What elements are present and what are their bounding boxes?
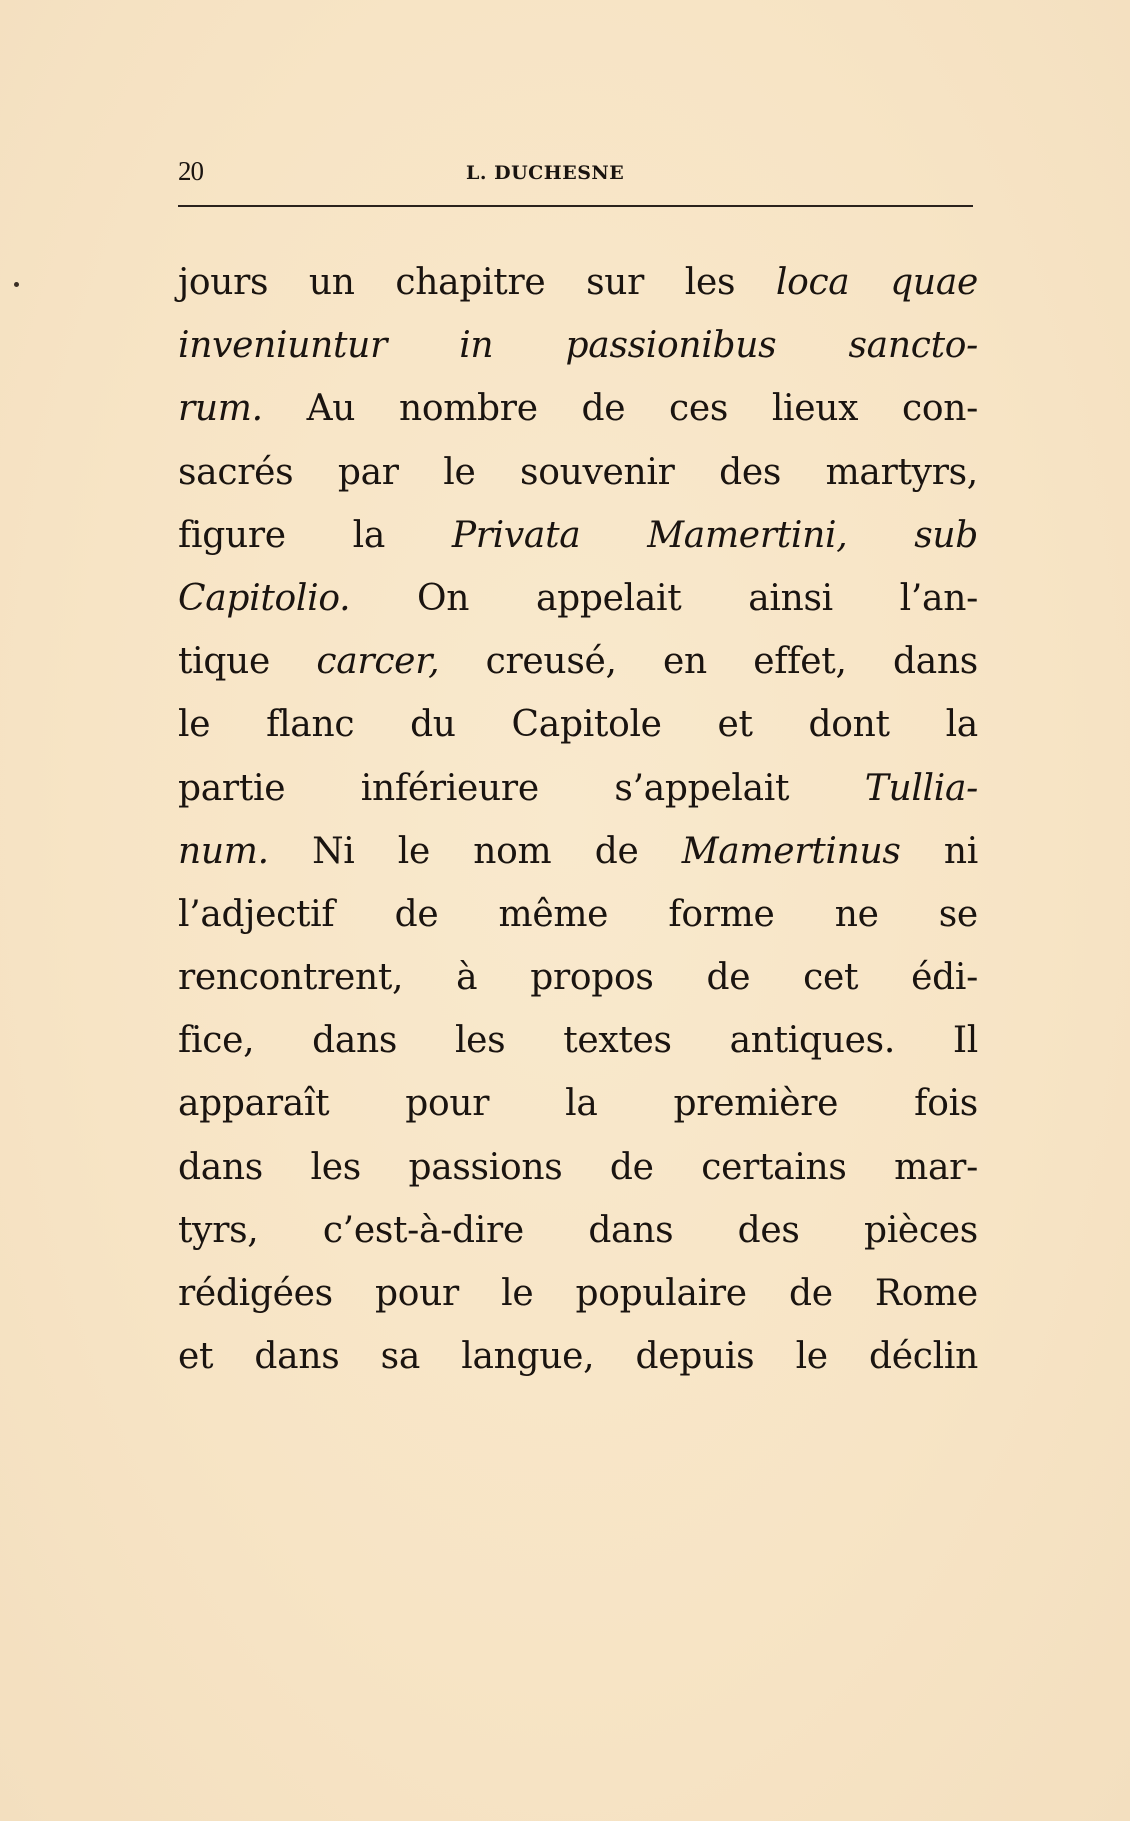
- word: de: [788, 1273, 833, 1314]
- word: se: [938, 893, 978, 935]
- italic-word: quae: [890, 262, 978, 303]
- word: un: [308, 262, 355, 303]
- word: le: [443, 451, 476, 493]
- word: On: [417, 577, 470, 619]
- word: martyrs,: [825, 451, 978, 493]
- word: cet: [803, 957, 859, 999]
- word: Capitole: [511, 704, 662, 746]
- word: rencontrent,: [178, 957, 404, 999]
- word: Au: [306, 388, 356, 430]
- word: rédigées: [178, 1273, 333, 1314]
- word: tique: [178, 641, 271, 683]
- word: déclin: [869, 1336, 978, 1378]
- word: dans: [312, 1020, 398, 1062]
- word: lieux: [771, 388, 859, 430]
- italic-word: sub: [914, 514, 978, 556]
- running-head: [178, 154, 973, 194]
- word: ainsi: [748, 577, 833, 619]
- word: pour: [405, 1083, 490, 1125]
- word: le: [795, 1336, 828, 1378]
- text-line: [178, 504, 978, 567]
- word: sur: [586, 262, 645, 303]
- italic-word: in: [459, 325, 494, 367]
- word: tyrs,: [178, 1209, 259, 1251]
- word: appelait: [535, 577, 682, 619]
- word: effet,: [753, 641, 847, 683]
- word: l’an-: [899, 577, 978, 619]
- word: les: [310, 1146, 361, 1188]
- word: de: [706, 957, 751, 999]
- word: jours: [178, 262, 269, 303]
- text-line: [178, 1009, 978, 1072]
- word: s’appelait: [614, 767, 790, 809]
- word: la: [945, 704, 978, 746]
- word: des: [737, 1209, 800, 1251]
- word: de: [394, 893, 439, 935]
- word: ni: [943, 830, 978, 872]
- word: depuis: [635, 1336, 755, 1378]
- word: la: [565, 1083, 598, 1125]
- text-line: [178, 820, 978, 883]
- italic-word: Privata: [451, 514, 581, 556]
- word: populaire: [575, 1273, 747, 1314]
- word: fois: [914, 1083, 978, 1125]
- word: Rome: [874, 1273, 978, 1314]
- page-number: 20: [178, 156, 203, 186]
- word: des: [719, 451, 782, 493]
- word: mar-: [894, 1146, 978, 1188]
- header-rule: [178, 205, 973, 207]
- text-line: [178, 630, 978, 693]
- italic-word: passionibus: [565, 325, 777, 367]
- word: nombre: [398, 388, 538, 430]
- italic-word: inveniuntur: [178, 325, 387, 367]
- word: du: [410, 704, 456, 746]
- word: pièces: [863, 1209, 978, 1251]
- word: sa: [380, 1336, 420, 1378]
- word: con-: [901, 388, 978, 430]
- word: la: [352, 514, 386, 556]
- italic-word: rum.: [178, 388, 263, 430]
- word: dans: [892, 641, 978, 683]
- text-line: [178, 757, 978, 820]
- text-line: [178, 377, 978, 440]
- word: le: [501, 1273, 534, 1314]
- word: apparaît: [178, 1083, 330, 1125]
- word: l’adjectif: [178, 893, 335, 935]
- word: édi-: [911, 957, 978, 999]
- word: fice,: [178, 1020, 255, 1062]
- word: dont: [808, 704, 890, 746]
- word: Ni: [312, 830, 355, 872]
- word: à: [456, 957, 478, 999]
- word: par: [337, 451, 399, 493]
- word: c’est-à-dire: [322, 1209, 524, 1251]
- word: sacrés: [178, 451, 294, 493]
- italic-word: carcer,: [316, 641, 440, 683]
- word: chapitre: [395, 262, 546, 303]
- text-line: [178, 946, 978, 1009]
- word: de: [581, 388, 626, 430]
- word: même: [498, 893, 609, 935]
- word: le: [397, 830, 430, 872]
- text-line: [178, 314, 978, 377]
- italic-word: Capitolio.: [178, 577, 351, 619]
- word: de: [594, 830, 639, 872]
- text-line: [178, 567, 978, 630]
- italic-word: num.: [178, 830, 269, 872]
- word: souvenir: [520, 451, 675, 493]
- word: textes: [563, 1020, 672, 1062]
- word: le: [178, 704, 211, 746]
- word: passions: [408, 1146, 563, 1188]
- word: nom: [473, 830, 552, 872]
- word: en: [663, 641, 707, 683]
- word: dans: [588, 1209, 674, 1251]
- word: ne: [834, 893, 879, 935]
- text-line: [178, 693, 978, 756]
- text-line: [178, 883, 978, 946]
- word: figure: [178, 514, 286, 556]
- text-line: [178, 251, 978, 314]
- italic-word: Mamertinus: [681, 830, 901, 872]
- word: dans: [254, 1336, 340, 1378]
- italic-word: Mamertini,: [647, 514, 848, 556]
- ink-speck: [14, 282, 19, 287]
- italic-word: Tullia-: [864, 767, 978, 809]
- word: de: [609, 1146, 654, 1188]
- word: et: [717, 704, 753, 746]
- body-text: [178, 251, 978, 1388]
- text-line: [178, 1072, 978, 1135]
- italic-word: sancto-: [848, 325, 978, 367]
- text-line: [178, 1136, 978, 1199]
- word: certains: [701, 1146, 847, 1188]
- word: langue,: [461, 1336, 595, 1378]
- word: forme: [668, 893, 775, 935]
- word: première: [673, 1083, 839, 1125]
- word: partie: [178, 767, 286, 809]
- word: creusé,: [485, 641, 617, 683]
- text-line: [178, 441, 978, 504]
- text-line: [178, 1262, 978, 1325]
- word: inférieure: [360, 767, 539, 809]
- running-title: L. DUCHESNE: [466, 162, 625, 184]
- word: propos: [530, 957, 654, 999]
- word: pour: [375, 1273, 459, 1314]
- text-line: [178, 1199, 978, 1262]
- word: Il: [952, 1020, 978, 1062]
- word: les: [684, 262, 736, 303]
- word: les: [454, 1020, 506, 1062]
- italic-word: loca: [775, 262, 850, 303]
- word: ces: [669, 388, 729, 430]
- word: et: [178, 1336, 214, 1378]
- word: dans: [178, 1146, 263, 1188]
- word: antiques.: [729, 1020, 895, 1062]
- text-line: [178, 1325, 978, 1388]
- word: flanc: [266, 704, 355, 746]
